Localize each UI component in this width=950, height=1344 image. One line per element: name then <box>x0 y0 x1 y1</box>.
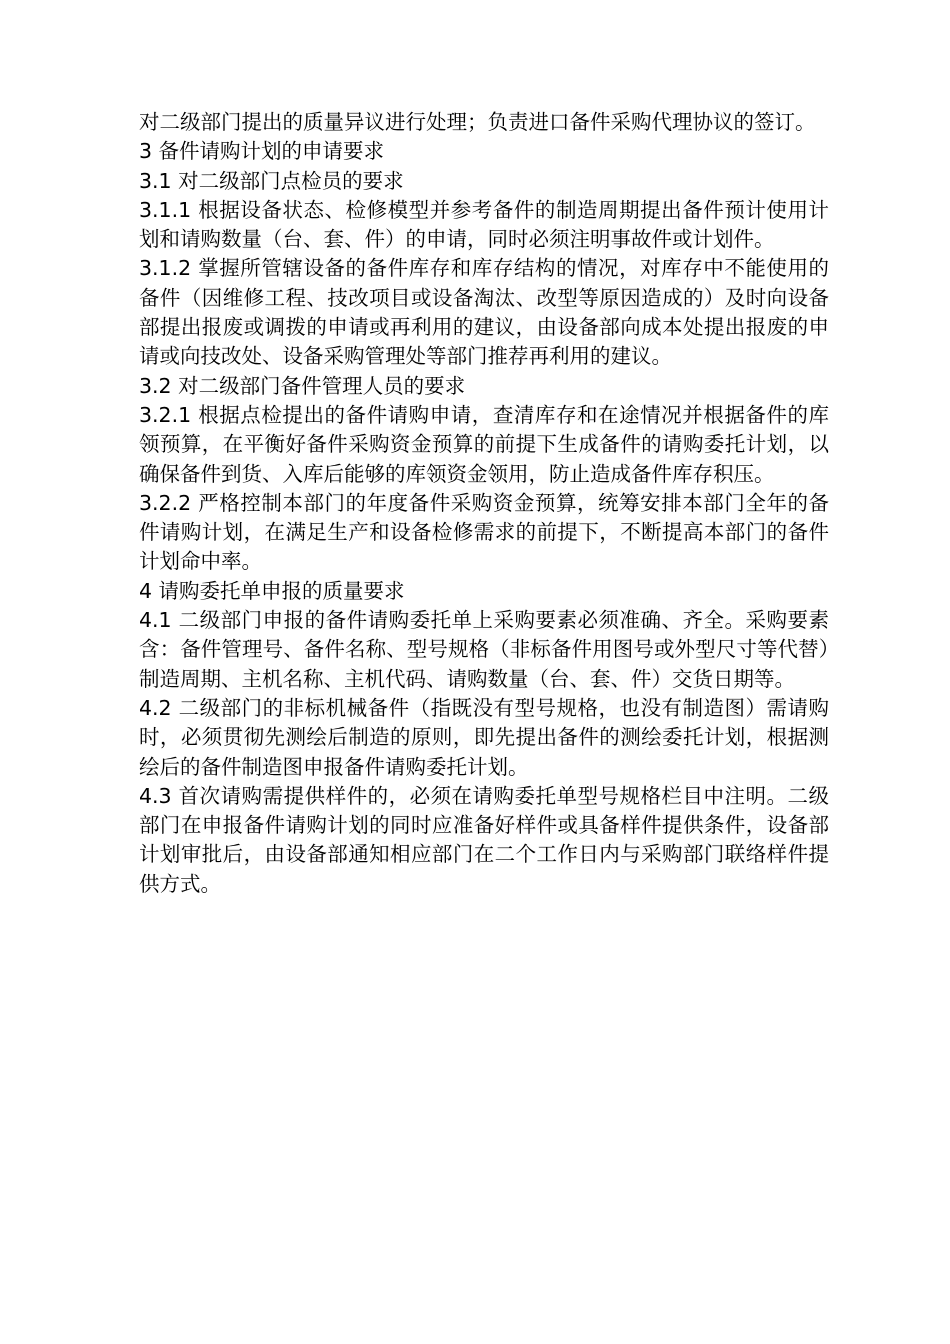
paragraph-4-3: 4.3 首次请购需提供样件的，必须在请购委托单型号规格栏目中注明。二级部门在申报备件请购计划的同时应准备好样件或具备样件提供条件，设备部计划审批后，由设备部通知相应部门在二个工作日内与采购部门联络样件提供方式。 <box>139 783 829 896</box>
paragraph-quality-objection: 对二级部门提出的质量异议进行处理；负责进口备件采购代理协议的签订。 <box>139 110 816 134</box>
heading-section-4: 4 请购委托单申报的质量要求 <box>139 578 405 603</box>
paragraph-3-2-2: 3.2.2 严格控制本部门的年度备件采购资金预算，统筹安排本部门全年的备件请购计划，在满足生产和设备检修需求的前提下，不断提高本部门的备件计划命中率。 <box>139 490 829 574</box>
paragraph-3-1-1: 3.1.1 根据设备状态、检修模型并参考备件的制造周期提出备件预计使用计划和请购数量（台、套、件）的申请，同时必须注明事故件或计划件。 <box>139 197 829 252</box>
document-page <box>139 108 829 899</box>
paragraph-4-2: 4.2 二级部门的非标机械备件（指既没有型号规格，也没有制造图）需请购时，必须贯彻先测绘后制造的原则，即先提出备件的测绘委托计划，根据测绘后的备件制造图申报备件请购委托计划。 <box>139 695 829 779</box>
paragraph-3-1-2: 3.1.2 掌握所管辖设备的备件库存和库存结构的情况，对库存中不能使用的备件（因维修工程、技改项目或设备淘汰、改型等原因造成的）及时向设备部提出报废或调拨的申请或再利用的建议，由设备部向成本处提出报废的申请或向技改处、设备采购管理处等部门推荐再利用的建议。 <box>139 256 829 369</box>
heading-section-3-2: 3.2 对二级部门备件管理人员的要求 <box>139 373 466 398</box>
heading-section-3-1: 3.1 对二级部门点检员的要求 <box>139 168 404 193</box>
paragraph-3-2-1: 3.2.1 根据点检提出的备件请购申请，查清库存和在途情况并根据备件的库领预算，在平衡好备件采购资金预算的前提下生成备件的请购委托计划，以确保备件到货、入库后能够的库领资金领用，防止造成备件库存积压。 <box>139 402 829 486</box>
paragraph-4-1: 4.1 二级部门申报的备件请购委托单上采购要素必须准确、齐全。采购要素含：备件管理号、备件名称、型号规格（非标备件用图号或外型尺寸等代替）制造周期、主机名称、主机代码、请购数量（台、套、件）交货日期等。 <box>139 608 829 691</box>
heading-section-3: 3 备件请购计划的申请要求 <box>139 139 385 164</box>
